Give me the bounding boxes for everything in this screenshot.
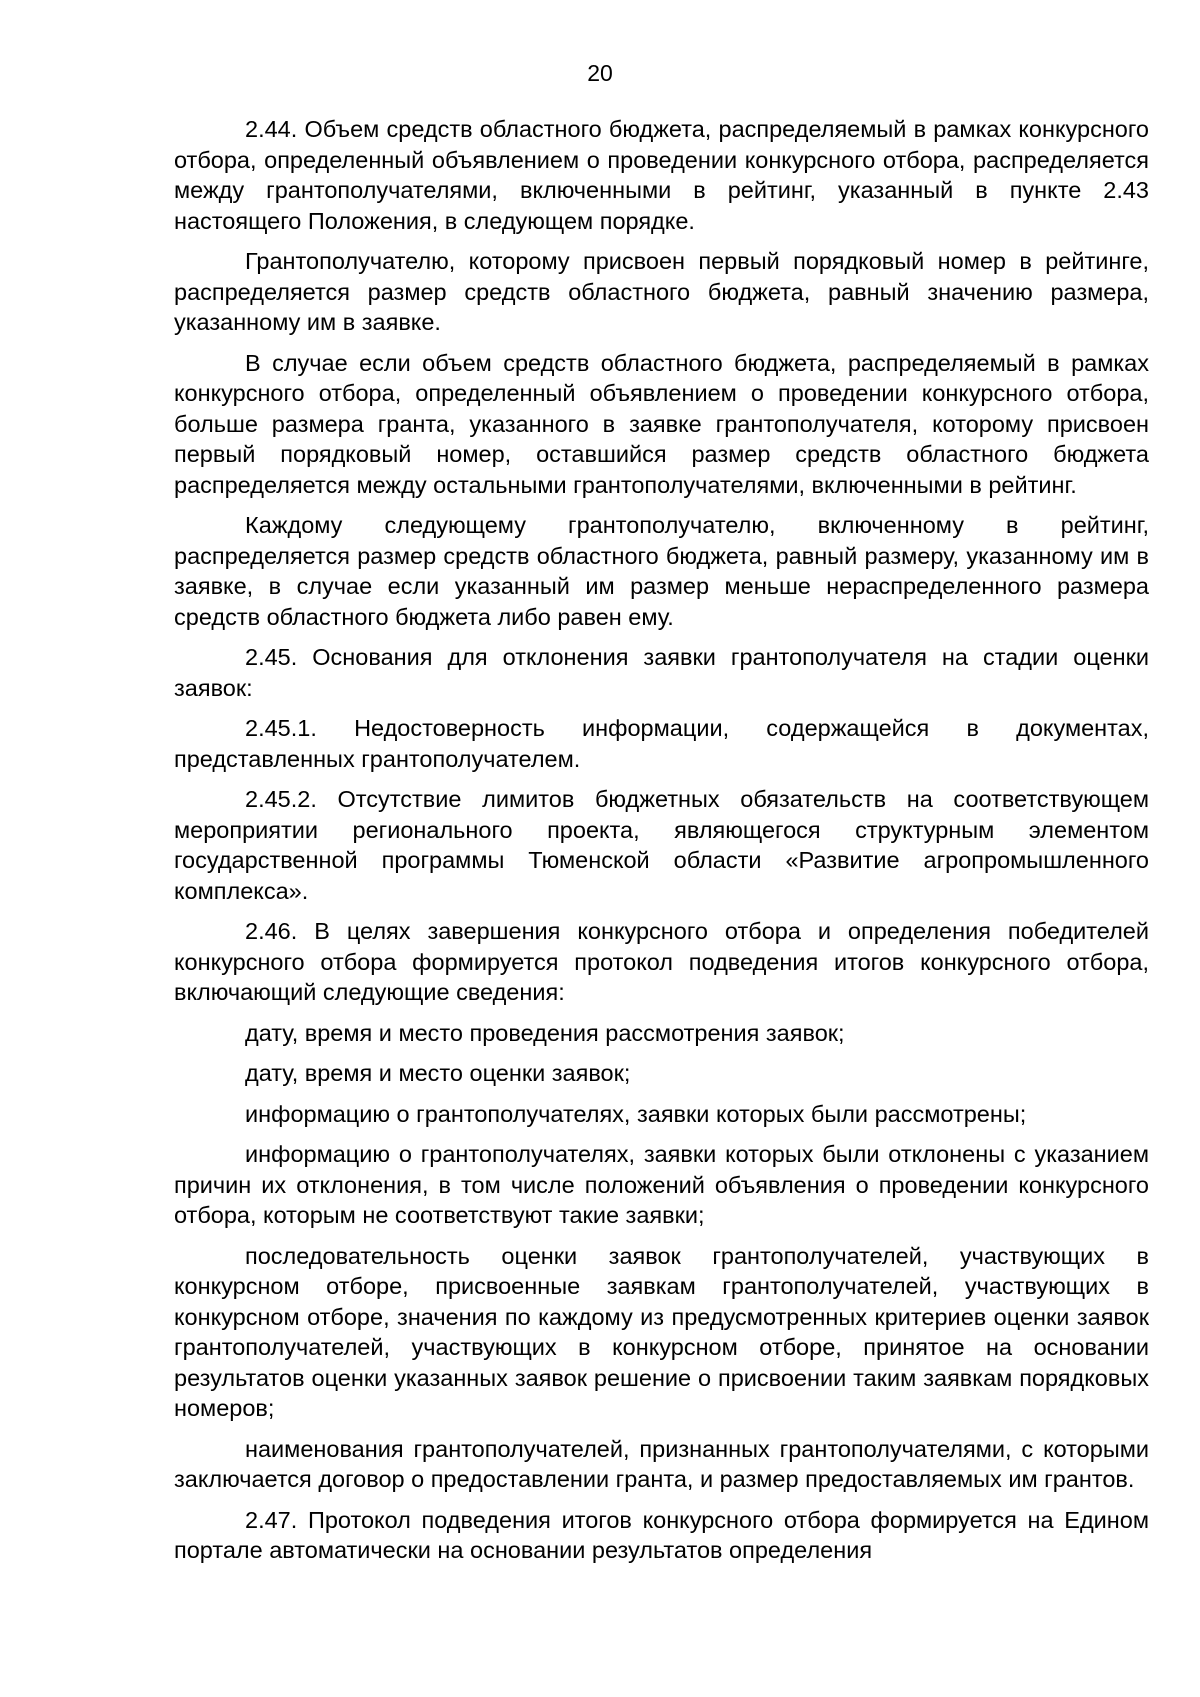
list-item-evaluation-sequence: последовательность оценки заявок грантополучателей, участвующих в конкурсном отборе, присвоенные заявкам грантополучателей, участвующих в конкурсном отборе, значения по каждому из предусмотренных критериев оценки заявок грантополучателей, участвующих в конкурсном отборе, принятое на основании результатов оценки указанных заявок решение о присвоении таким заявкам порядковых номеров;: [174, 1242, 1149, 1421]
page-number: 20: [587, 60, 613, 86]
list-item-reviewed-applicants: информацию о грантополучателях, заявки которых были рассмотрены;: [245, 1100, 1027, 1127]
list-item-winners: наименования грантополучателей, признанных грантополучателями, с которыми заключается договор о предоставлении гранта, и размер предоставляемых им грантов.: [174, 1435, 1149, 1492]
paragraph-each-next-recipient: Каждому следующему грантополучателю, включенному в рейтинг, распределяется размер средств областного бюджета, равный размеру, указанному им в заявке, в случае если указанный им размер меньше нераспределенного размера средств областного бюджета либо равен ему.: [174, 512, 1149, 630]
paragraph-2-47: 2.47. Протокол подведения итогов конкурсного отбора формируется на Едином портале автоматически на основании результатов определения: [174, 1506, 1149, 1563]
list-item-review-date: дату, время и место проведения рассмотрения заявок;: [245, 1019, 845, 1046]
document-body: [174, 114, 1149, 1576]
paragraph-2-45-2: 2.45.2. Отсутствие лимитов бюджетных обязательств на соответствующем мероприятии регионального проекта, являющегося структурным элементом государственной программы Тюменской области «Развитие агропромышленного комплекса».: [174, 786, 1149, 904]
list-item-evaluation-date: дату, время и место оценки заявок;: [245, 1060, 631, 1086]
paragraph-first-rank-recipient: Грантополучателю, которому присвоен первый порядковый номер в рейтинге, распределяется размер средств областного бюджета, равный значению размера, указанному им в заявке.: [174, 248, 1149, 335]
paragraph-2-45-1: 2.45.1. Недостоверность информации, содержащейся в документах, представленных грантополучателем.: [174, 715, 1149, 772]
paragraph-2-44: 2.44. Объем средств областного бюджета, распределяемый в рамках конкурсного отбора, определенный объявлением о проведении конкурсного отбора, распределяется между грантополучателями, включенными в рейтинг, указанный в пункте 2.43 настоящего Положения, в следующем порядке.: [174, 116, 1149, 234]
paragraph-remaining-funds: В случае если объем средств областного бюджета, распределяемый в рамках конкурсного отбора, определенный объявлением о проведении конкурсного отбора, больше размера гранта, указанного в заявке грантополучателя, которому присвоен первый порядковый номер, оставшийся размер средств областного бюджета распределяется между остальными грантополучателями, включенными в рейтинг.: [174, 349, 1149, 498]
paragraph-2-46: 2.46. В целях завершения конкурсного отбора и определения победителей конкурсного отбора формируется протокол подведения итогов конкурсного отбора, включающий следующие сведения:: [174, 918, 1149, 1005]
list-item-rejected-applicants: информацию о грантополучателях, заявки которых были отклонены с указанием причин их отклонения, в том числе положений объявления о проведении конкурсного отбора, которым не соответствуют такие заявки;: [174, 1141, 1149, 1228]
paragraph-2-45: 2.45. Основания для отклонения заявки грантополучателя на стадии оценки заявок:: [174, 644, 1149, 701]
